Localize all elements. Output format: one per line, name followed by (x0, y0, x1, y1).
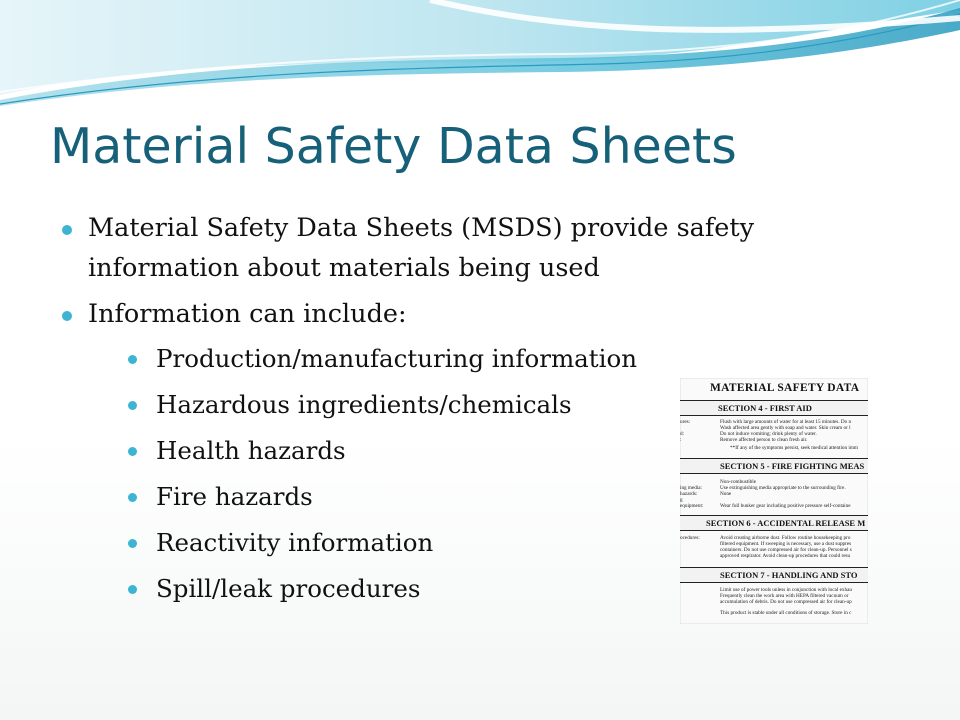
bullet-dot-icon (62, 311, 72, 321)
section-label: SECTION 5 - FIRE FIGHTING MEAS (720, 461, 865, 471)
doc-text-line: Limit use of power tools unless in conjunction with local exhau (720, 587, 852, 593)
bullet-dot-icon (62, 225, 72, 235)
bullet-text: Material Safety Data Sheets (MSDS) provide safety information about materials being used (88, 213, 755, 283)
bullet-dot-icon (128, 585, 137, 594)
section-header (680, 567, 868, 583)
doc-left-label: : (680, 437, 682, 443)
header-wave-decoration (0, 0, 960, 110)
doc-text-line: Avoid creating airborne dust. Follow routine housekeeping pro (720, 535, 851, 541)
sub-bullet-text: Spill/leak procedures (156, 574, 421, 603)
sub-bullet-text: Hazardous ingredients/chemicals (156, 390, 572, 419)
doc-text-line: Wear full bunker gear including positive pressure self-containe (720, 503, 851, 509)
sub-bullet-text: Production/manufacturing information (156, 344, 638, 373)
doc-left-label: equipment: (680, 503, 704, 509)
doc-left-label: g (680, 497, 683, 503)
bullet-dot-icon (128, 539, 137, 548)
doc-text-line: accumulation of debris. Do not use compressed air for clean-up (720, 599, 852, 605)
bullet-dot-icon (128, 447, 137, 456)
section-header (680, 515, 868, 531)
doc-text-line: approved respirator. Avoid clean-up procedures that could resu (720, 553, 851, 559)
bullet-text: Information can include: (88, 299, 407, 329)
doc-left-label: d: (680, 431, 685, 437)
doc-text-line: Frequently clean the work area with HEPA filtered vacuum or (720, 593, 849, 599)
doc-left-label: ures: (680, 419, 691, 425)
doc-text-line: None (720, 491, 732, 497)
doc-left-label: ing media: (680, 485, 703, 491)
sub-bullet-item (128, 336, 862, 382)
bullet-dot-icon (128, 401, 137, 410)
doc-text-line: Use extinguishing media appropriate to the surrounding fire. (720, 485, 846, 491)
msds-document-image (680, 378, 868, 624)
section-label: SECTION 7 - HANDLING AND STO (720, 570, 858, 580)
doc-left-label: ocedures: (680, 535, 700, 541)
doc-text-line: filtered equipment. If sweeping is necessary, use a dust suppres (720, 541, 852, 547)
document-title: MATERIAL SAFETY DATA (710, 382, 860, 394)
section-header (680, 400, 868, 416)
bullet-item (62, 208, 862, 288)
sub-bullet-text: Fire hazards (156, 482, 313, 511)
doc-text-line: Wash affected area gently with soap and water. Skin cream or l (720, 425, 851, 431)
sub-bullet-text: Health hazards (156, 436, 346, 465)
bullet-dot-icon (128, 493, 137, 502)
doc-text-line: This product is stable under all conditions of storage. Store in c (720, 610, 852, 616)
doc-text-line: Non-combustible (720, 479, 757, 485)
page-title: Material Safety Data Sheets (50, 118, 737, 175)
bullet-dot-icon (128, 355, 137, 364)
section-label: SECTION 4 - FIRST AID (718, 403, 812, 413)
doc-text-line: containers. Do not use compressed air for clean-up. Personnel s (720, 547, 852, 553)
doc-left-label: hazards: (680, 491, 698, 497)
section-label: SECTION 6 - ACCIDENTAL RELEASE M (706, 518, 866, 528)
doc-text-line: Flush with large amounts of water for at least 15 minutes. Do n (720, 419, 852, 425)
section-header (680, 458, 868, 474)
doc-text-line: Remove affected person to clean fresh air. (720, 437, 808, 443)
sub-bullet-text: Reactivity information (156, 528, 434, 557)
doc-text-line: **If any of the symptoms persist, seek medical attention imm (730, 445, 858, 451)
doc-text-line: Do not induce vomiting; drink plenty of water. (720, 431, 817, 437)
